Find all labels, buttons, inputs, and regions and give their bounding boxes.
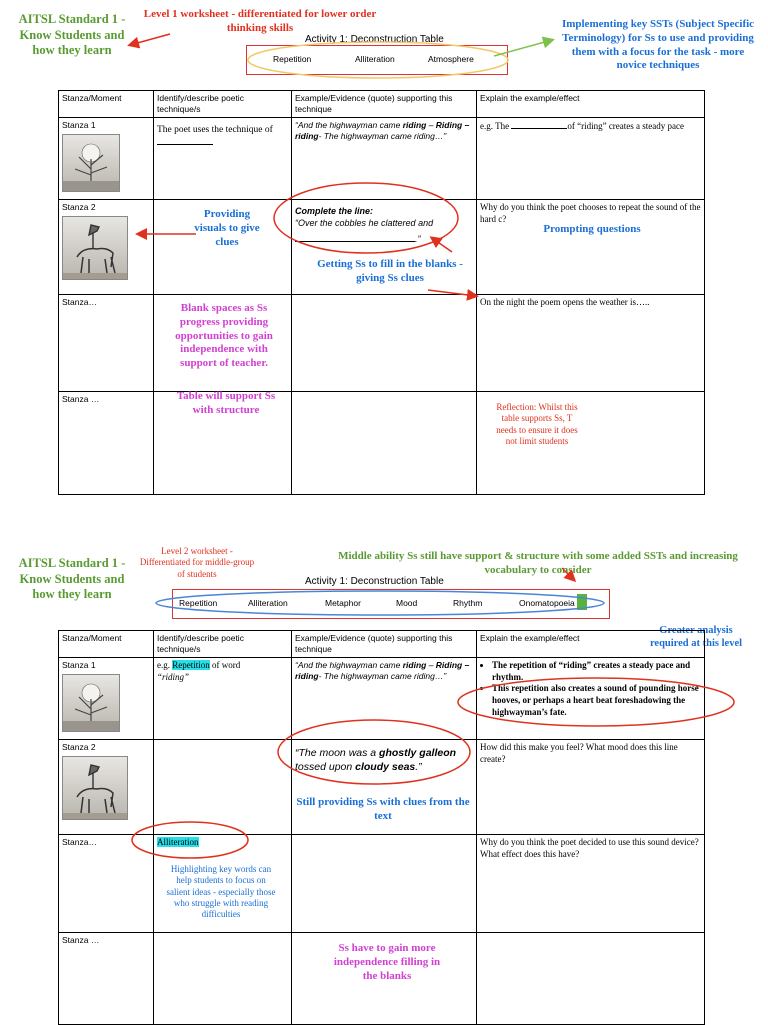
middle-ability-note: Middle ability Ss still have support & structure with some added SSTs and increasing vocabulary to consider [338, 550, 738, 576]
quote-text: “The moon was a [295, 747, 380, 760]
stanza-label: Stanza … [62, 935, 100, 946]
stanza-label: Stanza 2 [62, 202, 96, 213]
example-cell [292, 118, 477, 200]
technique-mood: Mood [396, 598, 418, 608]
example-cell [292, 835, 477, 933]
header-stanza: Stanza/Moment [59, 91, 154, 118]
activity-title-bottom: Activity 1: Deconstruction Table [305, 576, 444, 587]
technique-box-top [246, 45, 508, 75]
header-identify: Identify/describe poetic technique/s [154, 91, 292, 118]
reflection-note: Reflection: Whilst this table supports Ss, T needs to ensure it does not limit students [496, 402, 578, 446]
clues-note: Still providing Ss with clues from the text [296, 796, 470, 822]
technique-repetition: Repetition [179, 598, 218, 608]
quote-bold: Riding – riding [295, 660, 470, 682]
explain-cell [477, 200, 705, 295]
moon-tree-illustration [62, 134, 120, 192]
technique-alliteration: Alliteration [355, 54, 395, 64]
explain-bullets [480, 660, 701, 718]
quote-bold: cloudy seas [355, 761, 416, 774]
example-cell [292, 295, 477, 392]
deconstruction-table-level1 [58, 90, 705, 495]
stanza-label: Stanza 2 [62, 742, 96, 753]
prompting-note: Prompting questions [543, 223, 641, 235]
identify-cell [154, 118, 292, 200]
level1-note: Level 1 worksheet - differentiated for lower order thinking skills [143, 8, 377, 34]
quote-text: – [426, 120, 436, 131]
stanza-label: Stanza 1 [62, 120, 96, 131]
technique-metaphor: Metaphor [325, 598, 361, 608]
identify-cell [154, 740, 292, 835]
explain-cell [477, 295, 705, 392]
activity-title-top: Activity 1: Deconstruction Table [305, 34, 444, 45]
explain-cell [477, 118, 705, 200]
greater-analysis-note: Greater analysis required at this level [649, 625, 743, 650]
stanza-cell [59, 835, 154, 933]
explain-question: How did this make you feel? What mood does this line create? [480, 742, 678, 764]
quote-text: tossed upon [295, 761, 356, 774]
quote-end: .” [415, 234, 421, 245]
quote-bold: ghostly galleon [379, 747, 457, 760]
header-explain: Explain the example/effect [477, 91, 705, 118]
stanza-cell [59, 200, 154, 295]
technique-atmosphere: Atmosphere [428, 54, 474, 64]
explain-question: Why do you think the poet chooses to repeat the sound of the hard c? [480, 202, 701, 224]
technique-label: Onomatopoeia [519, 598, 575, 608]
explain-text: of “riding” creates a steady pace [567, 121, 685, 132]
complete-line-label: Complete the line: [295, 206, 374, 217]
technique-rhythm: Rhythm [453, 598, 483, 608]
fill-blank[interactable] [157, 136, 213, 145]
level1-arrow [130, 34, 170, 45]
header-example: Example/Evidence (quote) supporting this technique [292, 631, 477, 658]
identify-text: of word [212, 660, 241, 671]
explain-text: e.g. The [480, 121, 510, 132]
stanza-label: Stanza… [62, 837, 97, 848]
quote-bold: riding [402, 120, 427, 131]
structure-note: Table will support Ss with structure [176, 390, 276, 416]
technique-repetition: Repetition [273, 54, 312, 64]
blank-spaces-note: Blank spaces as Ss progress providing opportunities to gain independence with support of teacher. [175, 302, 273, 369]
technique-alliteration: Alliteration [248, 598, 288, 608]
quote-text: .” [415, 761, 422, 774]
stanza-cell [59, 118, 154, 200]
stanza-cell [59, 933, 154, 1025]
stanza-label: Stanza 1 [62, 660, 96, 671]
visuals-note: Providing visuals to give clues [194, 208, 260, 248]
header-explain: Explain the example/effect [477, 631, 705, 658]
explain-cell [477, 933, 705, 1025]
quote-text: “And the highwayman came [295, 660, 403, 671]
highwayman-illustration [62, 756, 128, 820]
identify-prompt: The poet uses the technique of [157, 125, 273, 136]
explain-cell [477, 835, 705, 933]
highlighted-term: Repetition [172, 660, 210, 671]
highwayman-illustration [62, 216, 128, 280]
quote-text: “And the highwayman came [295, 120, 403, 131]
fill-blank[interactable] [511, 120, 567, 129]
bullet-item: • The repetition of “riding” creates a steady pace and rhythm. [492, 660, 701, 683]
quote-bold: Riding – riding [295, 120, 470, 142]
explain-question: Why do you think the poet decided to use this sound device? What effect does this have? [480, 837, 699, 859]
quote-text: – [426, 660, 436, 671]
level2-note: Level 2 worksheet - Differentiated for middle-group of students [139, 546, 255, 579]
highlighted-term: Alliteration [157, 837, 199, 848]
stanza-cell [59, 740, 154, 835]
stanza-cell [59, 392, 154, 495]
explain-question: On the night the poem opens the weather is….. [480, 297, 650, 308]
header-stanza: Stanza/Moment [59, 631, 154, 658]
stanza-label: Stanza … [62, 394, 100, 405]
highlighting-note: Highlighting key words can help students to focus on salient ideas - especially those who struggle with reading difficulties [166, 864, 276, 919]
quote-text: - The highwayman came riding…” [318, 671, 447, 682]
technique-onomatopoeia [519, 598, 575, 608]
quote-bold: riding [402, 660, 427, 671]
aitsl-standard-bottom: AITSL Standard 1 - Know Students and how they learn [18, 556, 126, 602]
sst-note: Implementing key SSTs (Subject Specific Terminology) for Ss to use and providing them with a focus for the task - more novice techniques [561, 18, 755, 72]
moon-tree-illustration [62, 674, 120, 732]
identify-quote: “riding” [157, 671, 190, 682]
explain-cell [477, 740, 705, 835]
fill-blank[interactable] [295, 233, 415, 242]
identify-cell [154, 658, 292, 740]
identify-cell [154, 933, 292, 1025]
quote-text: - The highwayman came riding…” [318, 131, 447, 142]
example-cell [292, 658, 477, 740]
aitsl-standard-top: AITSL Standard 1 - Know Students and how they learn [18, 12, 126, 58]
stanza-cell [59, 295, 154, 392]
stanza-label: Stanza… [62, 297, 97, 308]
fill-blanks-note: Getting Ss to fill in the blanks - giving Ss clues [317, 258, 463, 284]
explain-cell [477, 658, 705, 740]
bullet-item: • This repetition also creates a sound of pounding horse hooves, or perhaps a heart beat foreshadowing the highwayman’s fate. [492, 683, 701, 718]
independence-note: Ss have to gain more independence filling in the blanks [333, 942, 441, 982]
identify-text: e.g. [157, 660, 170, 671]
quote-text: “Over the cobbles he clattered and [295, 217, 434, 228]
highlight-marker [577, 594, 587, 610]
example-cell [292, 392, 477, 495]
technique-box-bottom [172, 589, 610, 619]
header-identify: Identify/describe poetic technique/s [154, 631, 292, 658]
header-example: Example/Evidence (quote) supporting this technique [292, 91, 477, 118]
stanza-cell [59, 658, 154, 740]
